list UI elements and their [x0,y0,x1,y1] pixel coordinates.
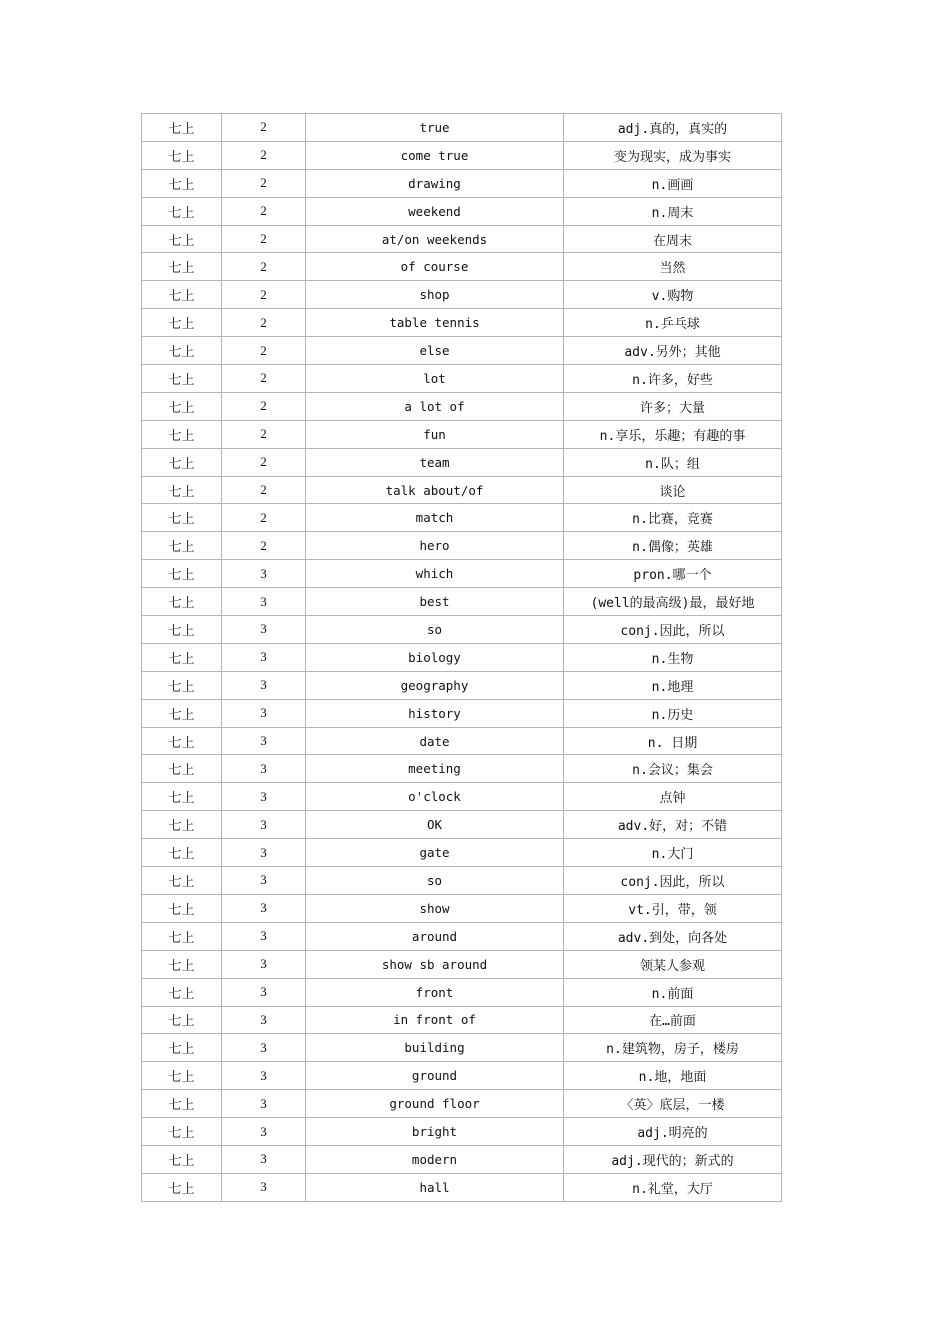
grade-cell: 七上 [142,950,222,978]
word-cell: true [306,114,564,142]
table-row [142,643,782,671]
unit-cell: 3 [222,1062,306,1090]
grade-cell: 七上 [142,643,222,671]
grade-cell: 七上 [142,365,222,393]
meaning-cell: 谈论 [564,476,782,504]
grade-cell: 七上 [142,671,222,699]
meaning-cell: n.地，地面 [564,1062,782,1090]
word-cell: ground floor [306,1090,564,1118]
table-row [142,197,782,225]
grade-cell: 七上 [142,839,222,867]
vocabulary-table [141,113,782,1202]
word-cell: building [306,1034,564,1062]
unit-cell: 3 [222,1090,306,1118]
table-row [142,727,782,755]
grade-cell: 七上 [142,476,222,504]
unit-cell: 2 [222,532,306,560]
meaning-cell: adv.好，对；不错 [564,811,782,839]
grade-cell: 七上 [142,616,222,644]
unit-cell: 2 [222,420,306,448]
grade-cell: 七上 [142,420,222,448]
meaning-cell: n.大门 [564,839,782,867]
table-row [142,1034,782,1062]
grade-cell: 七上 [142,560,222,588]
grade-cell: 七上 [142,894,222,922]
meaning-cell: n.前面 [564,978,782,1006]
grade-cell: 七上 [142,532,222,560]
word-cell: ground [306,1062,564,1090]
unit-cell: 2 [222,337,306,365]
meaning-cell: n.乒乓球 [564,309,782,337]
grade-cell: 七上 [142,755,222,783]
meaning-cell: n.会议；集会 [564,755,782,783]
table-row [142,894,782,922]
meaning-cell: n.偶像；英雄 [564,532,782,560]
table-row [142,114,782,142]
unit-cell: 2 [222,476,306,504]
word-cell: else [306,337,564,365]
table-row [142,755,782,783]
meaning-cell: n.历史 [564,699,782,727]
grade-cell: 七上 [142,922,222,950]
table-row [142,811,782,839]
table-row [142,671,782,699]
word-cell: fun [306,420,564,448]
grade-cell: 七上 [142,392,222,420]
grade-cell: 七上 [142,281,222,309]
table-row [142,1090,782,1118]
grade-cell: 七上 [142,169,222,197]
grade-cell: 七上 [142,197,222,225]
unit-cell: 3 [222,978,306,1006]
table-row [142,783,782,811]
word-cell: geography [306,671,564,699]
word-cell: drawing [306,169,564,197]
unit-cell: 3 [222,671,306,699]
unit-cell: 2 [222,448,306,476]
unit-cell: 2 [222,141,306,169]
meaning-cell: vt.引，带，领 [564,894,782,922]
grade-cell: 七上 [142,867,222,895]
table-row [142,225,782,253]
table-row [142,1145,782,1173]
unit-cell: 3 [222,643,306,671]
table-row [142,1062,782,1090]
table-row [142,950,782,978]
table-row [142,839,782,867]
meaning-cell: adj.明亮的 [564,1118,782,1146]
unit-cell: 2 [222,114,306,142]
table-row [142,616,782,644]
word-cell: a lot of [306,392,564,420]
meaning-cell: 许多；大量 [564,392,782,420]
grade-cell: 七上 [142,1173,222,1201]
meaning-cell: adv.到处，向各处 [564,922,782,950]
meaning-cell: n.生物 [564,643,782,671]
word-cell: table tennis [306,309,564,337]
word-cell: so [306,867,564,895]
grade-cell: 七上 [142,337,222,365]
word-cell: match [306,504,564,532]
word-cell: weekend [306,197,564,225]
word-cell: in front of [306,1006,564,1034]
table-row [142,504,782,532]
meaning-cell: n.地理 [564,671,782,699]
meaning-cell: 变为现实，成为事实 [564,141,782,169]
word-cell: lot [306,365,564,393]
meaning-cell: conj.因此，所以 [564,616,782,644]
word-cell: date [306,727,564,755]
word-cell: history [306,699,564,727]
meaning-cell: 当然 [564,253,782,281]
meaning-cell: adj.现代的；新式的 [564,1145,782,1173]
grade-cell: 七上 [142,309,222,337]
unit-cell: 3 [222,755,306,783]
unit-cell: 3 [222,922,306,950]
unit-cell: 2 [222,309,306,337]
grade-cell: 七上 [142,699,222,727]
meaning-cell: (well的最高级)最，最好地 [564,588,782,616]
table-row [142,141,782,169]
meaning-cell: n.队；组 [564,448,782,476]
word-cell: show [306,894,564,922]
unit-cell: 3 [222,894,306,922]
unit-cell: 3 [222,811,306,839]
table-row [142,337,782,365]
grade-cell: 七上 [142,1118,222,1146]
word-cell: talk about/of [306,476,564,504]
meaning-cell: adv.另外；其他 [564,337,782,365]
meaning-cell: 在周末 [564,225,782,253]
table-row [142,253,782,281]
table-row [142,392,782,420]
unit-cell: 3 [222,727,306,755]
word-cell: shop [306,281,564,309]
grade-cell: 七上 [142,1145,222,1173]
table-row [142,1118,782,1146]
grade-cell: 七上 [142,783,222,811]
grade-cell: 七上 [142,727,222,755]
word-cell: OK [306,811,564,839]
meaning-cell: v.购物 [564,281,782,309]
word-cell: come true [306,141,564,169]
unit-cell: 2 [222,365,306,393]
word-cell: show sb around [306,950,564,978]
table-row [142,588,782,616]
unit-cell: 3 [222,783,306,811]
table-row [142,448,782,476]
table-row [142,476,782,504]
grade-cell: 七上 [142,504,222,532]
unit-cell: 2 [222,392,306,420]
meaning-cell: conj.因此，所以 [564,867,782,895]
unit-cell: 2 [222,281,306,309]
grade-cell: 七上 [142,225,222,253]
word-cell: gate [306,839,564,867]
table-row [142,169,782,197]
grade-cell: 七上 [142,1062,222,1090]
grade-cell: 七上 [142,141,222,169]
table-row [142,560,782,588]
grade-cell: 七上 [142,1034,222,1062]
table-row [142,309,782,337]
unit-cell: 3 [222,616,306,644]
grade-cell: 七上 [142,1090,222,1118]
word-cell: around [306,922,564,950]
word-cell: bright [306,1118,564,1146]
unit-cell: 2 [222,225,306,253]
unit-cell: 3 [222,839,306,867]
table-row [142,420,782,448]
table-row [142,867,782,895]
unit-cell: 3 [222,950,306,978]
grade-cell: 七上 [142,1006,222,1034]
unit-cell: 3 [222,1034,306,1062]
word-cell: of course [306,253,564,281]
word-cell: biology [306,643,564,671]
word-cell: so [306,616,564,644]
meaning-cell: 领某人参观 [564,950,782,978]
meaning-cell: n.画画 [564,169,782,197]
word-cell: hero [306,532,564,560]
meaning-cell: n.建筑物，房子，楼房 [564,1034,782,1062]
table-row [142,532,782,560]
word-cell: front [306,978,564,1006]
word-cell: o'clock [306,783,564,811]
grade-cell: 七上 [142,253,222,281]
unit-cell: 3 [222,588,306,616]
unit-cell: 2 [222,504,306,532]
table-row [142,978,782,1006]
unit-cell: 3 [222,1173,306,1201]
word-cell: hall [306,1173,564,1201]
grade-cell: 七上 [142,978,222,1006]
unit-cell: 2 [222,169,306,197]
unit-cell: 2 [222,197,306,225]
unit-cell: 3 [222,1118,306,1146]
meaning-cell: n.许多，好些 [564,365,782,393]
table-row [142,922,782,950]
table-row [142,699,782,727]
word-cell: modern [306,1145,564,1173]
meaning-cell: 点钟 [564,783,782,811]
grade-cell: 七上 [142,811,222,839]
meaning-cell: adj.真的，真实的 [564,114,782,142]
meaning-cell: n.享乐，乐趣；有趣的事 [564,420,782,448]
word-cell: best [306,588,564,616]
grade-cell: 七上 [142,114,222,142]
word-cell: which [306,560,564,588]
table-row [142,281,782,309]
meaning-cell: 〈英〉底层，一楼 [564,1090,782,1118]
word-cell: team [306,448,564,476]
unit-cell: 3 [222,1145,306,1173]
meaning-cell: pron.哪一个 [564,560,782,588]
word-cell: meeting [306,755,564,783]
meaning-cell: n. 日期 [564,727,782,755]
word-cell: at/on weekends [306,225,564,253]
vocabulary-table-body [142,114,782,1202]
table-row [142,1173,782,1201]
table-row [142,365,782,393]
unit-cell: 2 [222,253,306,281]
unit-cell: 3 [222,867,306,895]
meaning-cell: n.礼堂，大厅 [564,1173,782,1201]
grade-cell: 七上 [142,588,222,616]
meaning-cell: 在…前面 [564,1006,782,1034]
unit-cell: 3 [222,1006,306,1034]
table-row [142,1006,782,1034]
meaning-cell: n.比赛，竞赛 [564,504,782,532]
meaning-cell: n.周末 [564,197,782,225]
grade-cell: 七上 [142,448,222,476]
unit-cell: 3 [222,699,306,727]
unit-cell: 3 [222,560,306,588]
